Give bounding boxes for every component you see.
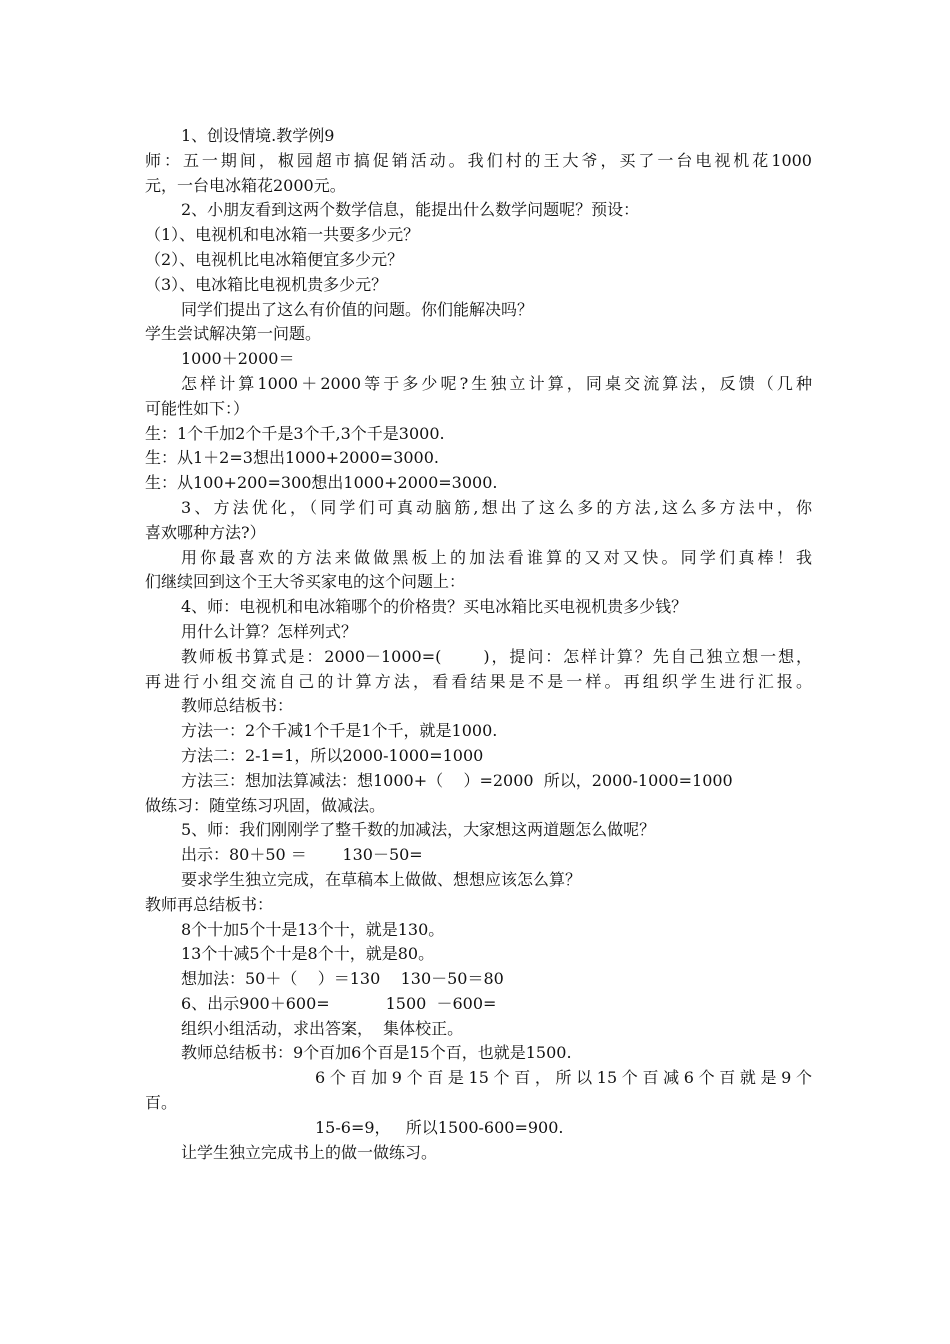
text-line: 组织小组活动，求出答案， 集体校正。 <box>181 1018 464 1038</box>
text-line: 方法三：想加法算减法：想1000+（ ）=2000 所以，2000-1000=1000 <box>181 770 733 790</box>
text-line: 5、师：我们刚刚学了整千数的加减法，大家想这两道题怎么做呢？ <box>181 820 656 840</box>
text-line: 4、师：电视机和电冰箱哪个的价格贵？买电冰箱比买电视机贵多少钱？ <box>181 597 688 617</box>
text-line: 们继续回到这个王大爷买家电的这个问题上： <box>145 572 466 592</box>
text-line: 教师总结板书： <box>181 696 294 716</box>
text-line: 同学们提出了这么有价值的问题。你们能解决吗？ <box>181 299 534 319</box>
text-line: 1000＋2000＝ <box>181 349 295 369</box>
text-line: 再进行小组交流自己的计算方法，看看结果是不是一样。再组织学生进行汇报。 <box>145 671 812 691</box>
text-line: （2）、电视机比电冰箱便宜多少元？ <box>145 249 404 269</box>
text-line: 15-6=9， 所以1500-600=900. <box>315 1117 564 1137</box>
text-line: 可能性如下：） <box>145 398 250 418</box>
text-line: 生：从100+200=300想出1000+2000=3000. <box>145 473 498 493</box>
text-line: 百。 <box>145 1093 178 1113</box>
text-line: 教师再总结板书： <box>145 894 274 914</box>
text-line: 13个十减5个十是8个十，就是80。 <box>181 944 435 964</box>
text-line: 6、出示900＋600= 1500 －600= <box>181 993 497 1013</box>
text-line: 学生尝试解决第一问题。 <box>145 324 322 344</box>
text-line: 怎样计算1000＋2000等于多少呢?生独立计算，同桌交流算法，反馈（几种 <box>181 373 812 393</box>
text-line: 6个百加9个百是15个百，所以15个百减6个百就是9个 <box>315 1068 812 1088</box>
text-line: 用你最喜欢的方法来做做黑板上的加法看谁算的又对又快。同学们真棒！我 <box>181 547 812 567</box>
text-line: 1、创设情境.教学例9 <box>181 126 335 145</box>
text-line: 用什么计算？怎样列式？ <box>181 621 358 641</box>
text-line: 方法二：2-1=1，所以2000-1000=1000 <box>181 745 484 765</box>
text-line: 8个十加5个十是13个十，就是130。 <box>181 919 445 939</box>
text-line: 要求学生独立完成，在草稿本上做做、想想应该怎么算？ <box>181 869 582 889</box>
text-line: 出示：80＋50 ＝ 130－50= <box>181 845 423 865</box>
text-line: 3、方法优化，（同学们可真动脑筋,想出了这么多的方法,这么多方法中，你 <box>181 497 812 517</box>
text-line: 教师板书算式是：2000－1000=( )，提问：怎样计算？先自己独立想一想， <box>181 646 812 666</box>
text-line: 教师总结板书：9个百加6个百是15个百，也就是1500. <box>181 1043 572 1063</box>
text-line: 喜欢哪种方法?） <box>145 522 266 542</box>
text-line: 2、小朋友看到这两个数学信息，能提出什么数学问题呢？预设： <box>181 200 640 220</box>
text-line: 生：1个千加2个千是3个千,3个千是3000. <box>145 423 445 443</box>
text-line: 方法一：2个千减1个千是1个千，就是1000. <box>181 721 498 741</box>
document-page <box>145 124 812 1165</box>
text-line: （1）、电视机和电冰箱一共要多少元？ <box>145 225 420 245</box>
text-line: 想加法：50＋（ ）＝130 130－50＝80 <box>181 969 504 989</box>
text-line: （3）、电冰箱比电视机贵多少元？ <box>145 274 388 294</box>
text-line: 做练习：随堂练习巩固，做减法。 <box>145 795 386 815</box>
text-line: 让学生独立完成书上的做一做练习。 <box>181 1142 438 1162</box>
text-line: 元，一台电冰箱花2000元。 <box>145 175 346 195</box>
text-line: 师：五一期间，椒园超市搞促销活动。我们村的王大爷，买了一台电视机花1000 <box>145 150 812 170</box>
text-line: 生：从1＋2=3想出1000+2000=3000. <box>145 448 440 468</box>
